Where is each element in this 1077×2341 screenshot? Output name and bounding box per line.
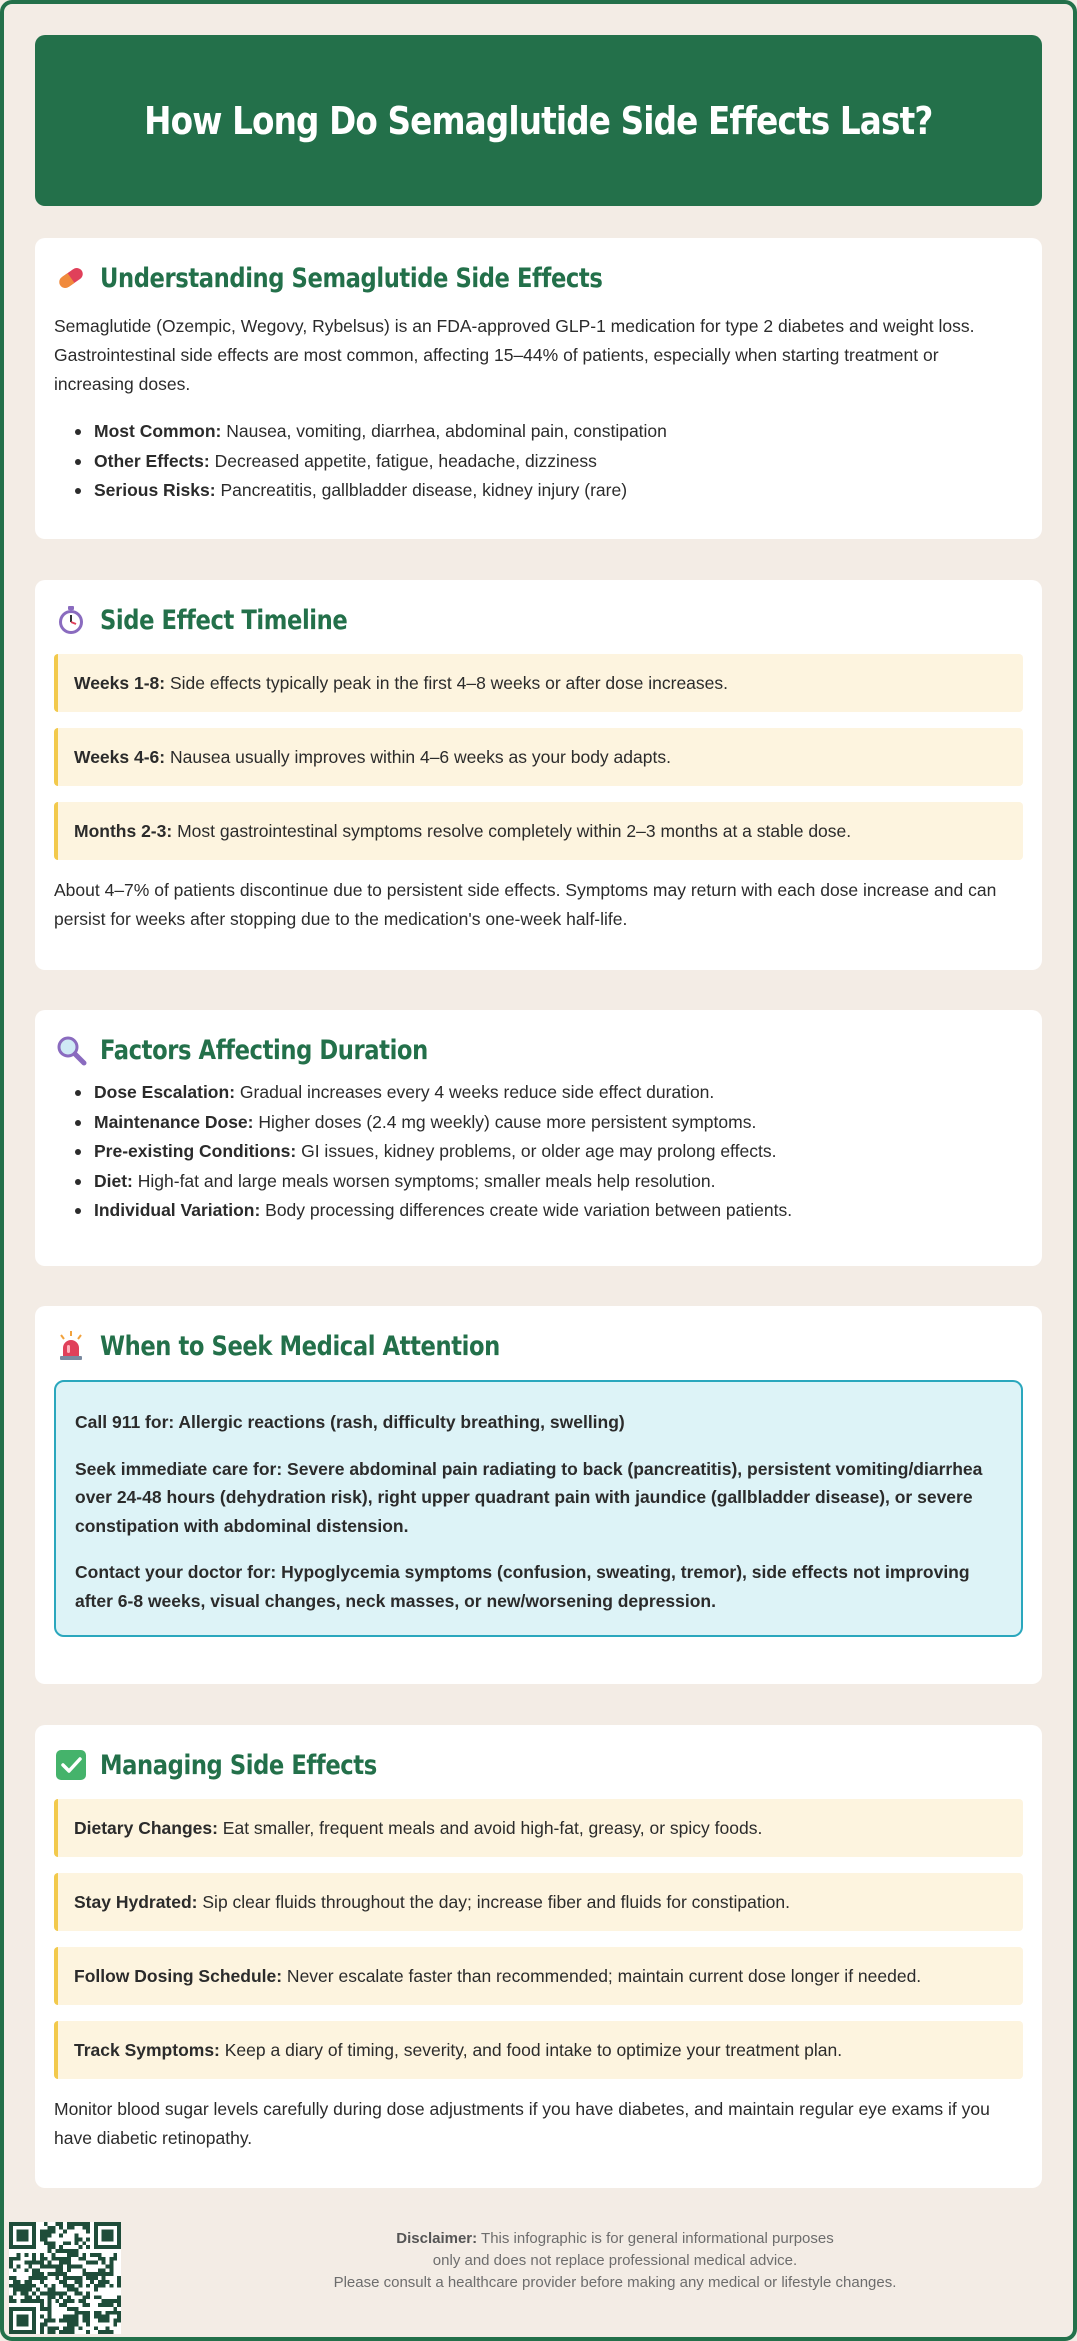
item-label: Diet: <box>94 1170 133 1191</box>
item-label: Other Effects: <box>94 450 210 471</box>
item-text: Eat smaller, frequent meals and avoid high-fat, greasy, or spicy foods. <box>217 1817 763 1838</box>
tip-item <box>54 2021 1023 2079</box>
qr-code[interactable] <box>9 2222 121 2334</box>
stopwatch-icon <box>54 603 88 637</box>
factors-list <box>54 1078 1023 1226</box>
effects-list <box>54 417 1023 506</box>
tip-item <box>54 1947 1023 2005</box>
list-item <box>54 1196 1023 1226</box>
card-managing <box>35 1725 1042 2188</box>
item-text: Most gastrointestinal symptoms resolve completely within 2–3 months at a stable dose. <box>172 820 852 841</box>
card-understanding <box>35 238 1042 539</box>
item-label: Weeks 1-8: <box>74 672 166 693</box>
item-label: Stay Hydrated: <box>74 1891 198 1912</box>
item-label: Serious Risks: <box>94 480 216 500</box>
intro-paragraph: Semaglutide (Ozempic, Wegovy, Rybelsus) is an FDA-approved GLP-1 medication for type 2 diabetes and weight loss. Gastrointestinal side effects are most common, affecting 15–44% of patients, especially when starting treatment or increasing doses. <box>54 316 975 394</box>
card-timeline <box>35 580 1042 970</box>
list-item <box>54 476 1023 506</box>
item-text: Keep a diary of timing, severity, and food intake to optimize your treatment plan. <box>219 2039 843 2060</box>
alert-line: Call 911 for: Allergic reactions (rash, difficulty breathing, swelling) <box>75 1412 625 1432</box>
item-label: Track Symptoms: <box>74 2039 220 2060</box>
list-item <box>54 1137 1023 1167</box>
section-title: Side Effect Timeline <box>100 604 348 636</box>
item-label: Weeks 4-6: <box>74 746 166 767</box>
item-text: Sip clear fluids throughout the day; increase fiber and fluids for constipation. <box>197 1891 790 1912</box>
disclaimer-line: only and does not replace professional medical advice. <box>432 2252 798 2269</box>
card-factors <box>35 1010 1042 1266</box>
item-label: Maintenance Dose: <box>94 1111 254 1132</box>
disclaimer-line: This infographic is for general informational purposes <box>477 2230 834 2247</box>
section-title: Factors Affecting Duration <box>100 1034 428 1066</box>
item-label: Pre-existing Conditions: <box>94 1141 297 1161</box>
item-label: Most Common: <box>94 421 222 441</box>
card-header <box>54 1747 1023 1783</box>
timeline-item <box>54 802 1023 860</box>
list-item <box>54 447 1023 477</box>
page-title: How Long Do Semaglutide Side Effects Last? <box>144 98 933 143</box>
card-header <box>54 1032 1023 1068</box>
medical-alert-box <box>54 1380 1023 1637</box>
item-label: Individual Variation: <box>94 1200 261 1220</box>
item-text: Body processing differences create wide variation between patients. <box>260 1200 793 1220</box>
tip-item <box>54 1799 1023 1857</box>
pill-icon <box>54 261 88 295</box>
item-label: Months 2-3: <box>74 820 173 841</box>
item-text: GI issues, kidney problems, or older age may prolong effects. <box>296 1141 777 1161</box>
timeline-item <box>54 728 1023 786</box>
alert-line: Contact your doctor for: Hypoglycemia symptoms (confusion, sweating, tremor), side effects not improving after 6-8 weeks, visual changes, neck masses, or new/worsening depression. <box>75 1562 970 1611</box>
card-header <box>54 1328 1023 1364</box>
item-label: Follow Dosing Schedule: <box>74 1965 283 1986</box>
checkmark-icon <box>54 1748 88 1782</box>
timeline-note: About 4–7% of patients discontinue due to persistent side effects. Symptoms may return with each dose increase and can persist for weeks after stopping due to the medication's one-week half-life. <box>54 880 997 929</box>
card-header <box>54 602 1023 638</box>
title-banner <box>35 35 1042 206</box>
item-text: Side effects typically peak in the first 4–8 weeks or after dose increases. <box>165 672 729 693</box>
list-item <box>54 417 1023 447</box>
disclaimer <box>150 2228 1077 2294</box>
item-text: Decreased appetite, fatigue, headache, dizziness <box>209 450 597 471</box>
section-title: Understanding Semaglutide Side Effects <box>100 262 603 294</box>
item-label: Dietary Changes: <box>74 1817 218 1838</box>
item-text: High-fat and large meals worsen symptoms; smaller meals help resolution. <box>132 1170 716 1191</box>
timeline-item <box>54 654 1023 712</box>
section-title: Managing Side Effects <box>100 1749 377 1781</box>
alert-line: Seek immediate care for: Severe abdominal pain radiating to back (pancreatitis), persistent vomiting/diarrhea over 24-48 hours (dehydration risk), right upper quadrant pain with jaundice (gallbladder disease), or severe constipation with abdominal distension. <box>75 1458 983 1536</box>
tip-item <box>54 1873 1023 1931</box>
item-text: Nausea, vomiting, diarrhea, abdominal pain, constipation <box>221 421 667 441</box>
siren-icon <box>54 1329 88 1363</box>
card-header <box>54 260 1023 296</box>
item-text: Higher doses (2.4 mg weekly) cause more persistent symptoms. <box>253 1111 757 1132</box>
disclaimer-label: Disclaimer: <box>396 2230 478 2247</box>
item-text: Pancreatitis, gallbladder disease, kidney injury (rare) <box>215 480 628 500</box>
magnifier-icon <box>54 1033 88 1067</box>
card-medical-attention <box>35 1306 1042 1684</box>
list-item <box>54 1108 1023 1138</box>
item-text: Never escalate faster than recommended; maintain current dose longer if needed. <box>282 1965 922 1986</box>
list-item <box>54 1078 1023 1108</box>
disclaimer-line: Please consult a healthcare provider before making any medical or lifestyle changes. <box>333 2274 897 2291</box>
item-text: Gradual increases every 4 weeks reduce side effect duration. <box>235 1082 715 1102</box>
section-title: When to Seek Medical Attention <box>100 1330 500 1362</box>
item-text: Nausea usually improves within 4–6 weeks as your body adapts. <box>165 746 671 767</box>
managing-note: Monitor blood sugar levels carefully during dose adjustments if you have diabetes, and maintain regular eye exams if you have diabetic retinopathy. <box>54 2099 990 2148</box>
item-label: Dose Escalation: <box>94 1082 236 1102</box>
list-item <box>54 1167 1023 1197</box>
